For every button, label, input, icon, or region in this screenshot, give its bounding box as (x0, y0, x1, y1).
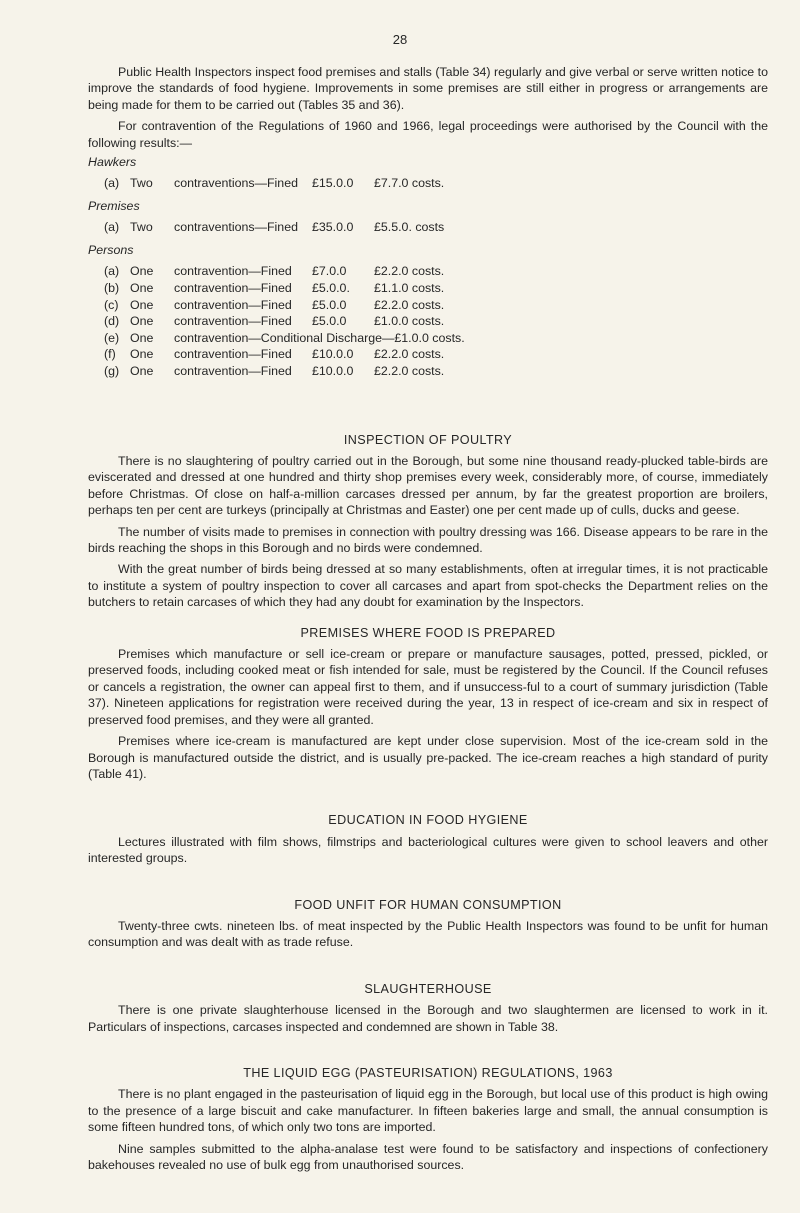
proceeding-desc: contravention—Fined (174, 364, 292, 378)
premises-rows (88, 219, 768, 236)
proceeding-desc: contravention—Fined (174, 347, 292, 362)
proceeding-qty: One (130, 314, 154, 329)
proceeding-row (88, 346, 768, 363)
proceeding-cost: £1.0.0 costs. (374, 314, 445, 329)
proceeding-row (88, 263, 768, 280)
proceeding-qty: One (130, 330, 154, 345)
education-heading: EDUCATION IN FOOD HYGIENE (328, 813, 528, 828)
liquid-egg-paragraph-2: Nine samples submitted to the alpha-analase test were found to be satisfactory and inspections of confectionery bakehouses revealed no use of bulk egg from unauthorised sources. (88, 1141, 768, 1172)
proceeding-qty: One (130, 347, 154, 362)
proceeding-desc: contravention—Fined (174, 314, 292, 329)
poultry-heading: INSPECTION OF POULTRY (343, 432, 513, 447)
proceeding-letter: (c) (104, 297, 119, 312)
proceeding-cost: £7.7.0 costs. (374, 176, 445, 191)
proceeding-letter: (d) (104, 314, 120, 329)
proceeding-cost: £2.2.0 costs. (374, 347, 445, 362)
intro-paragraph-2: For contravention of the Regulations of 1960 and 1966, legal proceedings were authorised by the Council with the following results:— (88, 119, 768, 150)
page-content (88, 64, 768, 1173)
hawkers-rows (88, 175, 768, 192)
slaughterhouse-heading: SLAUGHTERHOUSE (364, 981, 492, 996)
proceeding-row (88, 219, 768, 236)
proceeding-qty: One (130, 364, 154, 378)
proceeding-cost: £5.5.0. costs (374, 220, 445, 235)
proceeding-fine: £5.0.0 (312, 297, 347, 312)
premises-food-paragraph-1: Premises which manufacture or sell ice-cream or prepare or manufacture sausages, potted, pressed, pickled, or preserved foods, including cooked meat or fish intended for sale, must be registered by the Council. If the Council refuses or cancels a registration, the owner can appeal first to them, and if unsuccess-ful to a court of summary jurisdiction (Table 37). Nineteen applications for registration were received during the year, 13 in respect of ice-cream and six in respect of preserved food premises, and they were all granted. (88, 647, 768, 727)
proceeding-qty: Two (130, 176, 153, 191)
premises-food-paragraph-2: Premises where ice-cream is manufactured are kept under close supervision. Most of the ice-cream sold in the Borough is manufactured outside the district, and is usually pre-packed. The ice-cream reaches a high standard of purity (Table 41). (88, 734, 768, 781)
proceeding-fine: £5.0.0 (312, 314, 347, 329)
proceeding-cost: £1.1.0 costs. (374, 281, 445, 296)
slaughterhouse-paragraph-1: There is one private slaughterhouse licensed in the Borough and two slaughtermen are licensed to work in it. Particulars of inspections, carcases inspected and condemned are shown in Table 38. (88, 1003, 768, 1034)
proceeding-row (88, 175, 768, 192)
proceeding-letter: (e) (104, 330, 120, 345)
proceeding-qty: Two (130, 220, 153, 235)
poultry-paragraph-2: The number of visits made to premises in connection with poultry dressing was 166. Disease appears to be rare in the birds reaching the shops in this Borough and no birds were condemned. (88, 524, 768, 556)
education-paragraph-1: Lectures illustrated with film shows, filmstrips and bacteriological cultures were given to school leavers and other interested groups. (88, 834, 768, 866)
liquid-egg-paragraph-1: There is no plant engaged in the pasteurisation of liquid egg in the Borough, but local use of this product is high owing to the presence of a large biscuit and cake manufacturer. In fifteen bakeries large and small, the annual consumption is some fifteen hundred tons, of which only two tons are imported. (88, 1087, 768, 1135)
proceeding-fine: £10.0.0 (312, 347, 354, 362)
proceeding-letter: (a) (104, 264, 120, 279)
hawkers-label: Hawkers (88, 155, 137, 170)
proceeding-row (88, 297, 768, 314)
proceeding-fine: £10.0.0 (312, 364, 354, 378)
proceeding-fine: £7.0.0 (312, 264, 347, 279)
proceeding-row (88, 313, 768, 330)
proceeding-cost: £2.2.0 costs. (374, 297, 445, 312)
proceeding-fine: £35.0.0 (312, 220, 354, 235)
persons-label: Persons (88, 243, 134, 258)
proceeding-letter: (f) (104, 347, 116, 362)
premises-food-heading: PREMISES WHERE FOOD IS PREPARED (300, 625, 556, 640)
proceeding-desc: contravention—Fined (174, 264, 292, 279)
proceeding-row (88, 280, 768, 297)
proceeding-row (88, 330, 768, 347)
proceeding-desc: contravention—Fined (174, 297, 292, 312)
proceeding-desc: contravention—Conditional Discharge—£1.0.0 costs. (174, 330, 465, 345)
proceeding-qty: One (130, 281, 154, 296)
proceeding-desc: contravention—Fined (174, 281, 292, 296)
proceeding-desc: contraventions—Fined (174, 220, 298, 235)
unfit-food-heading: FOOD UNFIT FOR HUMAN CONSUMPTION (294, 897, 562, 912)
liquid-egg-heading: THE LIQUID EGG (PASTEURISATION) REGULATIONS, 1963 (243, 1065, 613, 1080)
premises-label: Premises (88, 199, 140, 214)
proceeding-cost: £2.2.0 costs. (374, 364, 445, 378)
poultry-paragraph-1: There is no slaughtering of poultry carried out in the Borough, but some nine thousand ready-plucked table-birds are eviscerated and dressed at one hundred and thirty shop premises every week, considerably more, of course, immediately before Christmas. Of close on half-a-million carcases dressed per annum, by far the greatest proportion are broilers, perhaps ten per cent are turkeys (principally at Christmas and Easter) one per cent made up of culls, ducks and geese. (88, 454, 768, 518)
proceeding-desc: contraventions—Fined (174, 176, 298, 191)
poultry-paragraph-3: With the great number of birds being dressed at so many establishments, often at irregular times, it is not practicable to institute a system of poultry inspection to cover all carcases and apart from spot-checks the Department relies on the butchers to retain carcases of which they had any doubt for examination by the Inspectors. (88, 562, 768, 610)
proceeding-cost: £2.2.0 costs. (374, 264, 445, 279)
proceeding-fine: £5.0.0. (312, 281, 350, 296)
proceeding-letter: (a) (104, 220, 120, 235)
proceeding-qty: One (130, 264, 154, 279)
proceedings-list (88, 154, 768, 380)
proceeding-row (88, 363, 768, 380)
proceeding-letter: (g) (104, 364, 120, 378)
proceeding-letter: (b) (104, 281, 120, 296)
proceeding-fine: £15.0.0 (312, 176, 354, 191)
proceeding-letter: (a) (104, 176, 120, 191)
page-number: 28 (392, 32, 408, 47)
proceeding-qty: One (130, 297, 154, 312)
persons-rows (88, 263, 768, 379)
intro-paragraph-1: Public Health Inspectors inspect food premises and stalls (Table 34) regularly and give verbal or serve written notice to improve the standards of food hygiene. Improvements in some premises are still either in progress or arrangements are being made for them to be carried out (Tables 35 and 36). (88, 65, 768, 112)
unfit-food-paragraph-1: Twenty-three cwts. nineteen lbs. of meat inspected by the Public Health Inspectors was found to be unfit for human consumption and was dealt with as trade refuse. (88, 918, 768, 950)
